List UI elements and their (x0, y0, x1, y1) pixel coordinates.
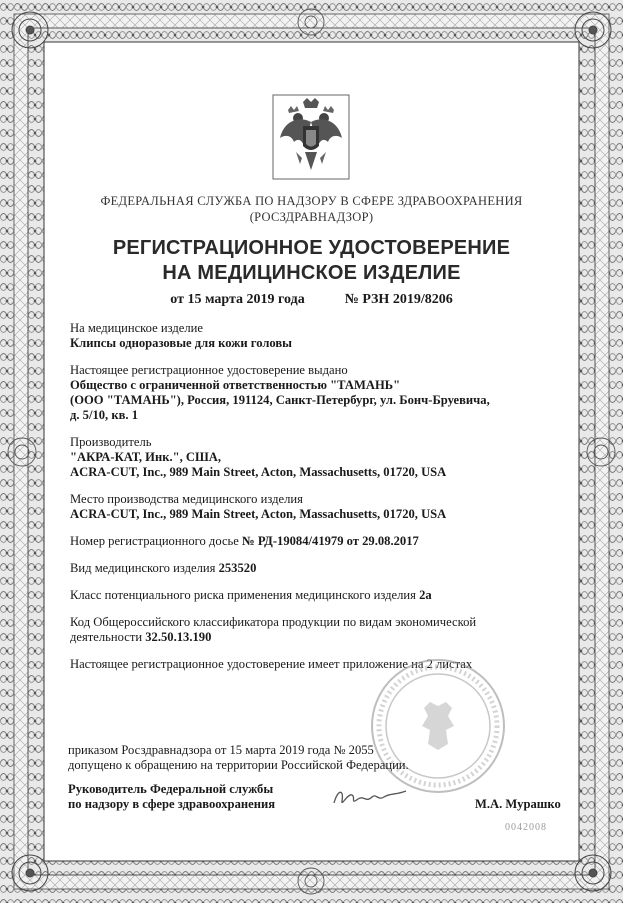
field-label: Настоящее регистрационное удостоверение выдано (70, 363, 348, 377)
approval-note (68, 743, 548, 773)
field-value: Общество с ограниченной ответственностью "ТАМАНЬ" (70, 378, 401, 392)
field-value: ACRA-CUT, Inc., 989 Main Street, Acton, Massachusetts, 01720, USA (70, 507, 447, 521)
agency-heading (46, 193, 577, 225)
field-value: 32.50.13.190 (145, 630, 212, 644)
approval-admission: допущено к обращению на территории Российской Федерации. (68, 758, 409, 772)
field-production-site (70, 492, 560, 522)
approval-order: приказом Росздравнадзора от 15 марта 2019 года № 2055 (68, 743, 374, 757)
official-seal-icon (368, 656, 508, 796)
signature-icon (330, 783, 410, 811)
signer-name: М.А. Мурашко (475, 797, 561, 811)
title-line-1: РЕГИСТРАЦИОННОЕ УДОСТОВЕРЕНИЕ (112, 237, 511, 259)
field-device (70, 321, 560, 351)
signer-position (68, 782, 288, 812)
signer-title-line-1: Руководитель Федеральной службы (68, 782, 274, 796)
title-line-2: НА МЕДИЦИНСКОЕ ИЗДЕЛИЕ (162, 262, 461, 284)
field-label: Код Общероссийского классификатора продукции по видам экономической (70, 615, 477, 629)
agency-abbreviation: (РОСЗДРАВНАДЗОР) (249, 210, 374, 224)
field-manufacturer (70, 435, 560, 480)
field-device-kind (70, 561, 560, 576)
field-label: Место производства медицинского изделия (70, 492, 303, 506)
field-label: Производитель (70, 435, 152, 449)
field-label: деятельности (70, 630, 146, 644)
field-issued-to (70, 363, 560, 423)
field-value: № РД-19084/41979 от 29.08.2017 (242, 534, 419, 548)
document-title (46, 236, 577, 286)
field-dossier (70, 534, 560, 549)
coat-of-arms-icon (272, 94, 350, 180)
field-value: (ООО "ТАМАНЬ"), Россия, 191124, Санкт-Петербург, ул. Бонч-Бруевича, (70, 393, 490, 407)
field-value: ACRA-CUT, Inc., 989 Main Street, Acton, Massachusetts, 01720, USA (70, 465, 447, 479)
date-and-number (46, 292, 577, 308)
field-value: д. 5/10, кв. 1 (70, 408, 139, 422)
signer-title-line-2: по надзору в сфере здравоохранения (68, 797, 276, 811)
issue-date: от 15 марта 2019 года (170, 292, 305, 307)
field-label: На медицинское изделие (70, 321, 203, 335)
field-label: Класс потенциального риска применения медицинского изделия (70, 588, 420, 602)
field-risk-class (70, 588, 560, 603)
field-label: Номер регистрационного досье (70, 534, 243, 548)
field-value: "АКРА-КАТ, Инк.", США, (70, 450, 222, 464)
appendix-note: Настоящее регистрационное удостоверение имеет приложение на 2 листах (70, 657, 473, 671)
field-okpd-code (70, 615, 560, 645)
field-label: Вид медицинского изделия (70, 561, 219, 575)
agency-name: ФЕДЕРАЛЬНАЯ СЛУЖБА ПО НАДЗОРУ В СФЕРЕ ЗДРАВООХРАНЕНИЯ (100, 194, 523, 208)
registration-number: № РЗН 2019/8206 (344, 292, 453, 307)
field-value: 253520 (218, 561, 257, 575)
certificate-fields (70, 321, 560, 684)
serial-number: 0042008 (505, 822, 547, 833)
field-value: Клипсы одноразовые для кожи головы (70, 336, 293, 350)
field-value: 2а (419, 588, 432, 602)
